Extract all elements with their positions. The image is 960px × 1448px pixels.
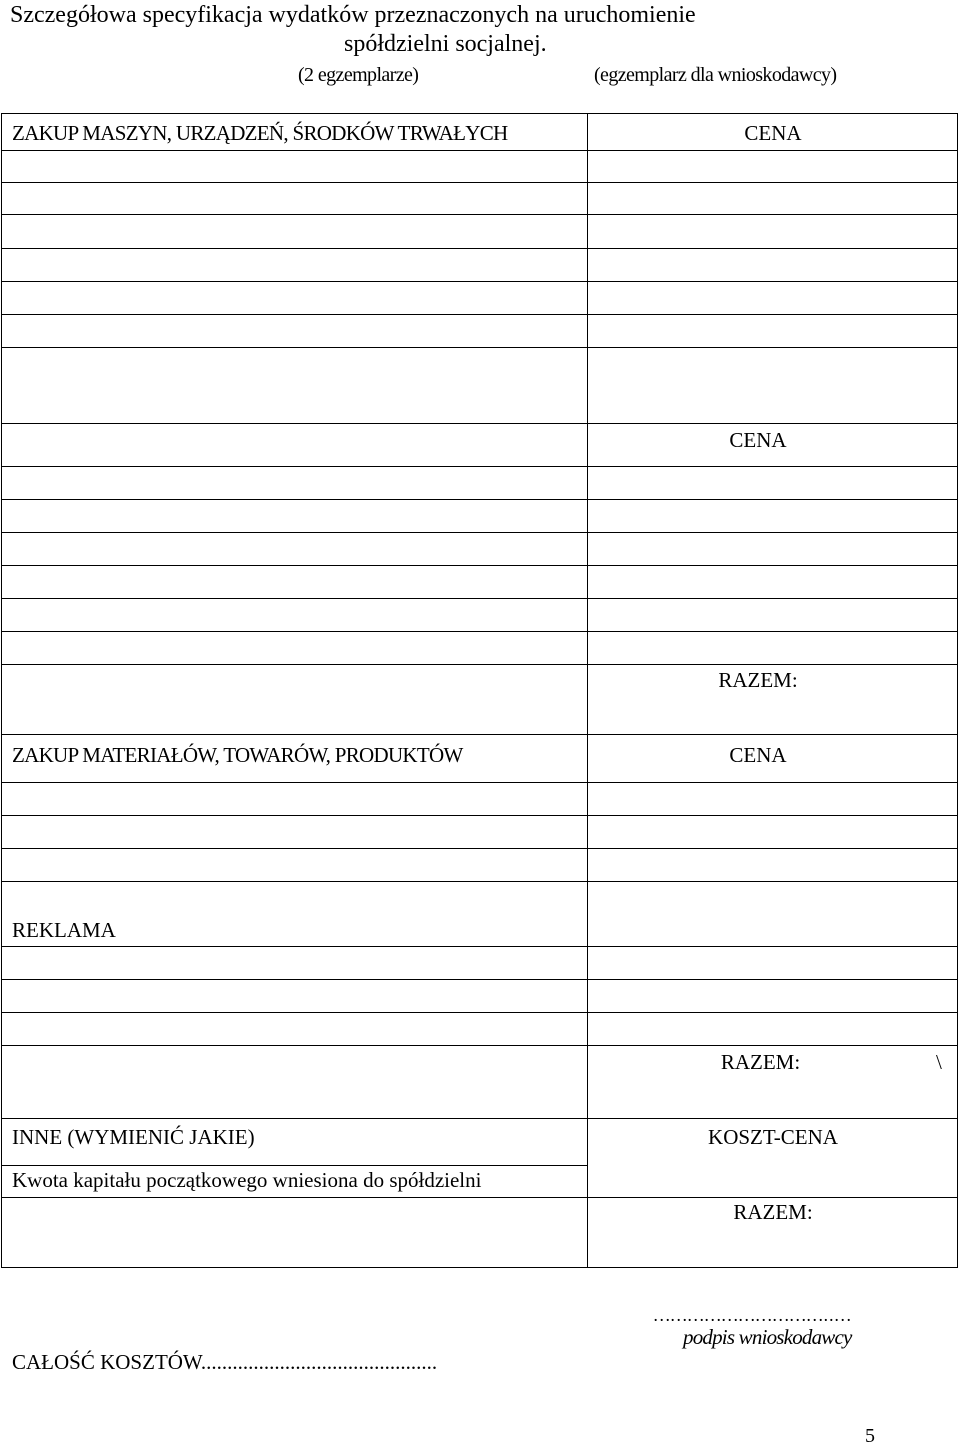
row-divider bbox=[1, 214, 958, 215]
section-advertising-label: REKLAMA bbox=[12, 918, 116, 942]
section-machines-price-header: CENA bbox=[744, 121, 802, 145]
row-divider bbox=[1, 347, 958, 348]
table-top-border bbox=[1, 113, 958, 114]
copies-note: (2 egzemplarze) bbox=[298, 64, 419, 86]
section2-price-header: CENA bbox=[729, 428, 787, 452]
row-divider bbox=[1, 946, 958, 947]
document-title-line2: spółdzielni socjalnej. bbox=[344, 31, 547, 57]
table-left-border bbox=[1, 113, 2, 1268]
row-divider bbox=[1, 631, 958, 632]
page-number: 5 bbox=[865, 1425, 875, 1447]
section-machines-label: ZAKUP MASZYN, URZĄDZEŃ, ŚRODKÓW TRWAŁYCH bbox=[12, 121, 508, 145]
section-advertising-total-label: RAZEM: bbox=[720, 1050, 801, 1074]
row-divider bbox=[1, 664, 958, 665]
row-divider bbox=[1, 881, 958, 882]
row-divider bbox=[1, 314, 958, 315]
row-divider bbox=[1, 565, 958, 566]
section-materials-label: ZAKUP MATERIAŁÓW, TOWARÓW, PRODUKTÓW bbox=[12, 743, 463, 767]
table-bottom-border bbox=[1, 1267, 958, 1268]
row-divider bbox=[1, 782, 958, 783]
section-other-label: INNE (WYMIENIĆ JAKIE) bbox=[12, 1125, 255, 1149]
row-divider bbox=[1, 1118, 958, 1119]
initial-capital-label: Kwota kapitału początkowego wniesiona do spółdzielni bbox=[12, 1168, 482, 1192]
row-divider bbox=[1, 848, 958, 849]
backslash-mark: \ bbox=[936, 1050, 942, 1074]
section-other-price-header: KOSZT-CENA bbox=[708, 1125, 838, 1149]
signature-line: …………………………..… bbox=[654, 1305, 853, 1325]
row-divider bbox=[1, 150, 958, 151]
row-divider bbox=[1, 815, 958, 816]
row-divider bbox=[1, 1012, 958, 1013]
row-divider bbox=[1, 1165, 587, 1166]
row-divider bbox=[1, 1045, 958, 1046]
signature-label: podpis wnioskodawcy bbox=[683, 1325, 852, 1349]
row-divider bbox=[1, 281, 958, 282]
section-other-total-label: RAZEM: bbox=[733, 1200, 813, 1224]
table-right-border bbox=[957, 113, 958, 1268]
row-divider bbox=[1, 532, 958, 533]
document-title-line1: Szczegółowa specyfikacja wydatków przeznaczonych na uruchomienie bbox=[10, 2, 696, 28]
total-costs-line: CAŁOŚĆ KOSZTÓW............................................. bbox=[12, 1350, 438, 1374]
row-divider bbox=[1, 734, 958, 735]
row-divider bbox=[1, 423, 958, 424]
section-materials-price-header: CENA bbox=[729, 743, 787, 767]
row-divider bbox=[1, 248, 958, 249]
row-divider bbox=[1, 979, 958, 980]
row-divider bbox=[1, 466, 958, 467]
row-divider bbox=[1, 182, 958, 183]
section2-total-label: RAZEM: bbox=[718, 668, 798, 692]
row-divider bbox=[1, 499, 958, 500]
applicant-note: (egzemplarz dla wnioskodawcy) bbox=[594, 64, 837, 86]
row-divider bbox=[1, 1197, 958, 1198]
row-divider bbox=[1, 598, 958, 599]
